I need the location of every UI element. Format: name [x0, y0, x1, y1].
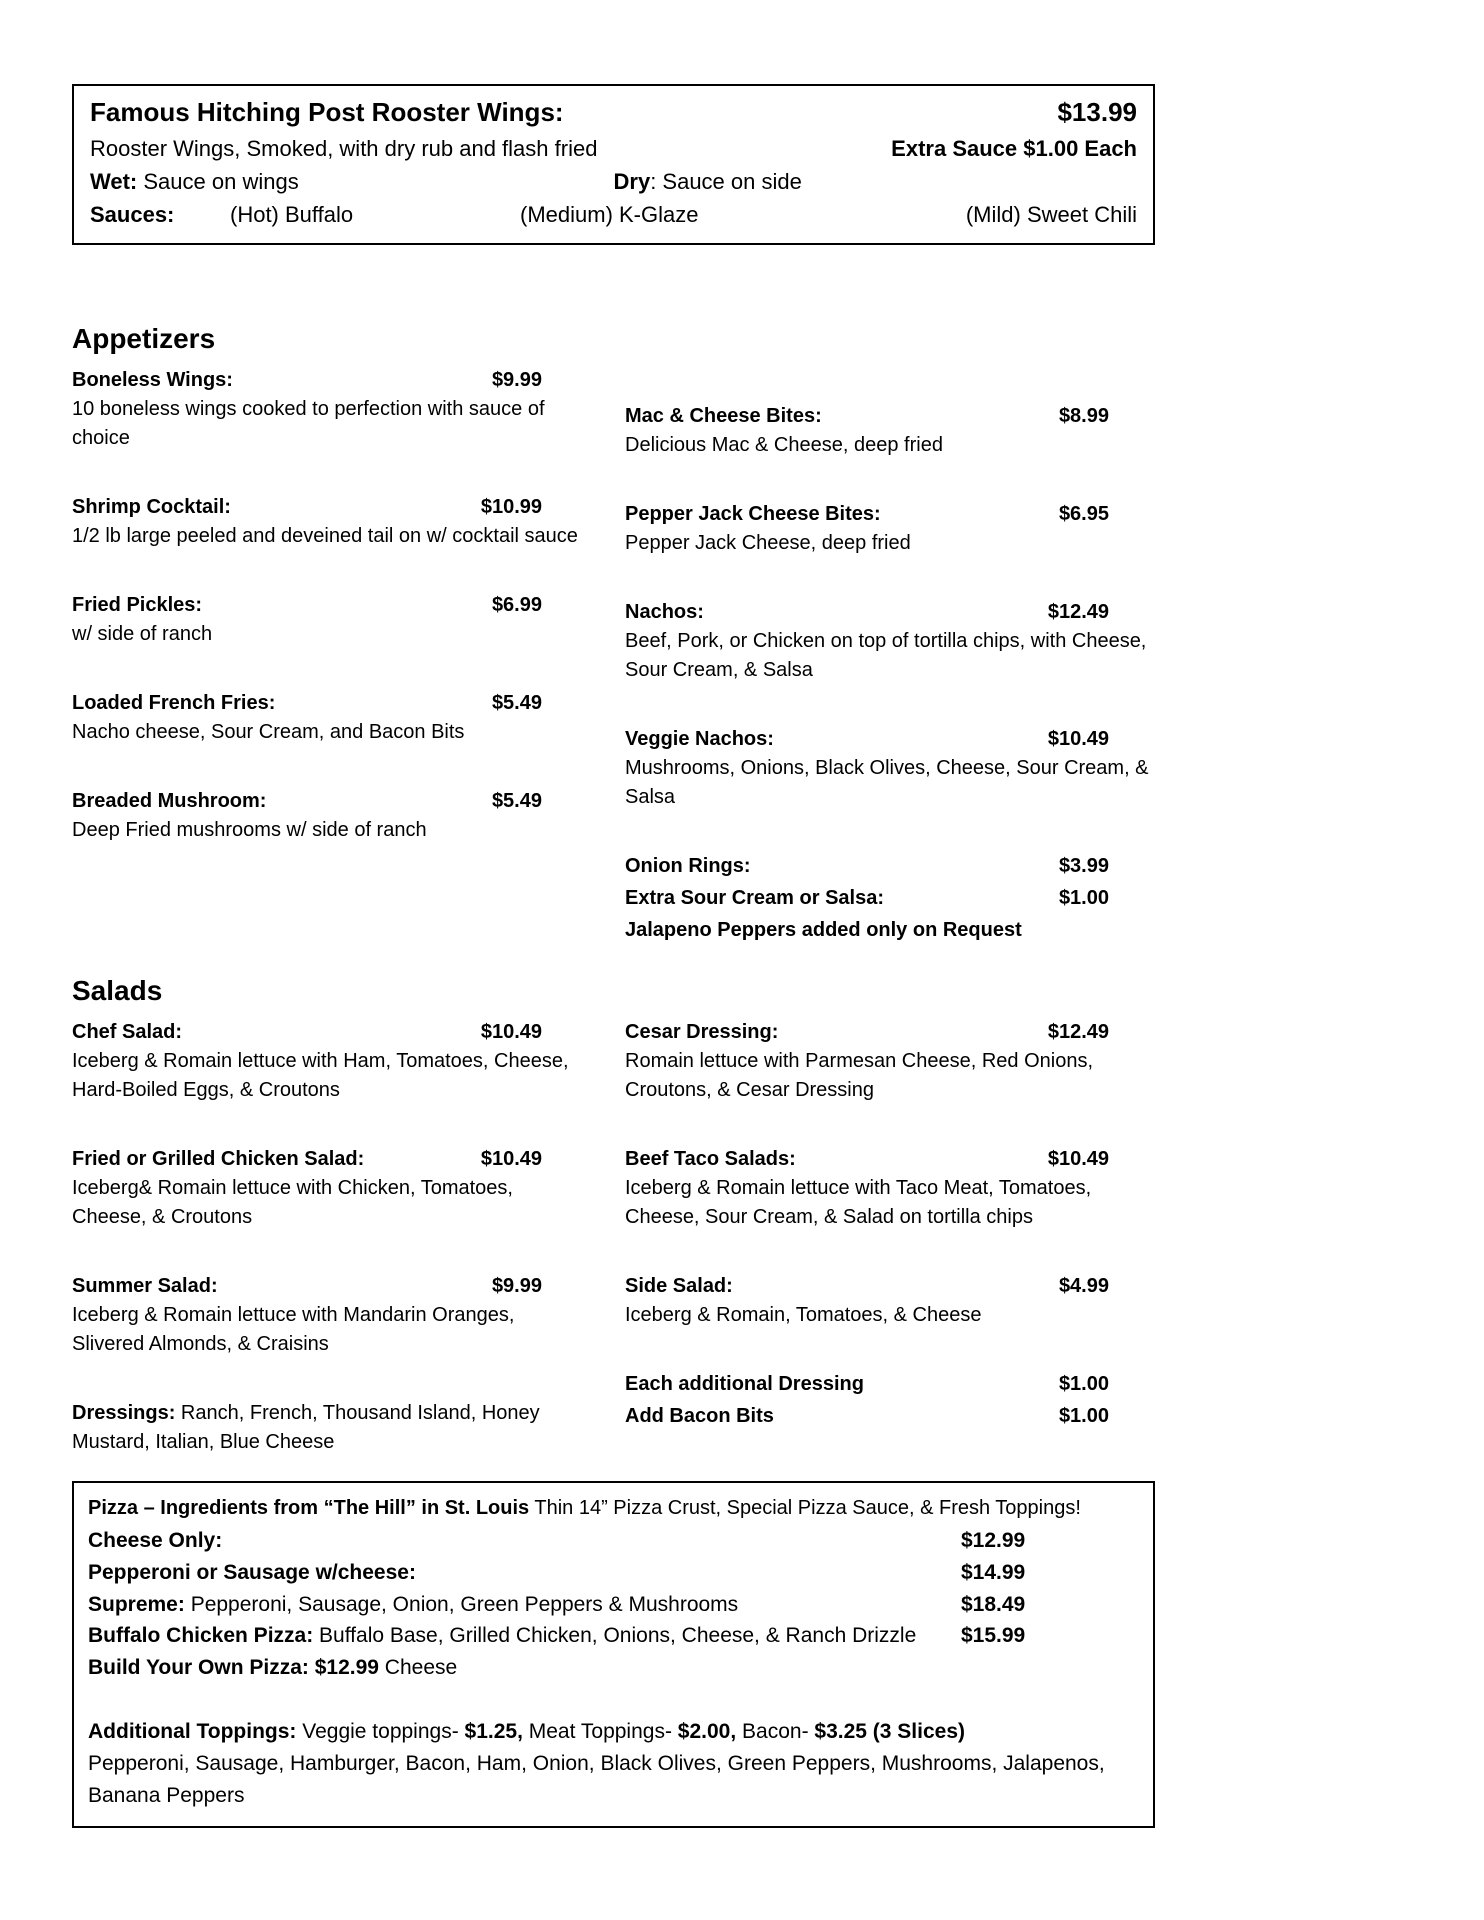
- pizza-item-name: Cheese Only:: [88, 1528, 223, 1552]
- menu-item-add-bacon-bits: [625, 1402, 1155, 1431]
- dressings-text: Ranch, French, Thousand Island, Honey Mustard, Italian, Blue Cheese: [72, 1401, 540, 1453]
- item-description: Mushrooms, Onions, Black Olives, Cheese, Sour Cream, & Salsa: [625, 756, 1149, 808]
- pizza-additional-toppings-line: [88, 1716, 1139, 1748]
- sauce-mild: (Mild) Sweet Chili: [965, 201, 1137, 227]
- item-price: $12.49: [1047, 1020, 1109, 1043]
- pizza-item-price: $12.99: [961, 1528, 1026, 1552]
- wet-dry-row: [90, 165, 1137, 198]
- item-price: $5.49: [491, 789, 542, 812]
- menu-item-mac-cheese-bites: [625, 402, 1155, 460]
- menu-item-breaded-mushroom: [72, 787, 588, 845]
- pizza-item-cheese-only: [88, 1525, 1139, 1557]
- item-price: $9.99: [491, 368, 542, 391]
- item-name: Shrimp Cocktail:: [72, 495, 231, 518]
- item-name: Breaded Mushroom:: [72, 789, 267, 812]
- appetizers-heading: Appetizers: [72, 322, 216, 354]
- item-description: 10 boneless wings cooked to perfection with sauce of choice: [72, 397, 545, 449]
- pizza-item-price: $18.49: [961, 1592, 1026, 1616]
- menu-item-boneless-wings: [72, 366, 588, 453]
- item-description: Iceberg & Romain, Tomatoes, & Cheese: [625, 1303, 982, 1326]
- menu-item-pepper-jack-cheese-bites: [625, 500, 1155, 558]
- item-price: $10.49: [1047, 1147, 1109, 1170]
- item-price: $10.99: [480, 495, 542, 518]
- extra-sauce-note: Extra Sauce $1.00 Each: [891, 135, 1137, 161]
- item-description: Romain lettuce with Parmesan Cheese, Red Onions, Croutons, & Cesar Dressing: [625, 1049, 1094, 1101]
- item-price: $8.99: [1058, 404, 1109, 427]
- pizza-box: [72, 1481, 1155, 1828]
- toppings-price-veggie: $1.25,: [464, 1720, 523, 1744]
- toppings-seg-veggie: Veggie toppings-: [296, 1720, 465, 1744]
- item-description: Iceberg & Romain lettuce with Mandarin Oranges, Slivered Almonds, & Craisins: [72, 1303, 515, 1355]
- item-price: $6.95: [1058, 502, 1109, 525]
- wings-description-row: [90, 132, 1137, 165]
- dressings-label: Dressings:: [72, 1401, 176, 1424]
- appetizers-section: [72, 366, 1155, 945]
- item-name: Beef Taco Salads:: [625, 1147, 796, 1170]
- item-description: w/ side of ranch: [72, 622, 213, 645]
- item-description: 1/2 lb large peeled and deveined tail on w/ cocktail sauce: [72, 524, 578, 547]
- pizza-item-name: Supreme:: [88, 1592, 185, 1616]
- pizza-title: [88, 1491, 1139, 1525]
- pizza-item-supreme: [88, 1589, 1139, 1621]
- pizza-item-price: $15.99: [961, 1624, 1026, 1648]
- item-name: Summer Salad:: [72, 1274, 218, 1297]
- menu-note-jalapeno-peppers: [625, 916, 1155, 945]
- toppings-seg-meat: Meat Toppings-: [522, 1720, 678, 1744]
- menu-item-extra-sour-cream-salsa: [625, 884, 1155, 913]
- pizza-item-description: Buffalo Base, Grilled Chicken, Onions, Cheese, & Ranch Drizzle: [313, 1624, 917, 1648]
- item-name: Veggie Nachos:: [625, 727, 774, 750]
- pizza-item-name: Pepperoni or Sausage w/cheese:: [88, 1560, 416, 1584]
- item-description: Iceberg& Romain lettuce with Chicken, Tomatoes, Cheese, & Croutons: [72, 1176, 513, 1228]
- item-description: Iceberg & Romain lettuce with Ham, Tomatoes, Cheese, Hard-Boiled Eggs, & Croutons: [72, 1049, 569, 1101]
- appetizers-right-column: [625, 366, 1155, 945]
- item-price: $10.49: [480, 1020, 542, 1043]
- menu-item-chicken-salad: [72, 1145, 588, 1232]
- item-price: $9.99: [491, 1274, 542, 1297]
- item-name: Onion Rings:: [625, 854, 751, 877]
- pizza-item-buffalo-chicken: [88, 1620, 1139, 1652]
- dry-text: : Sauce on side: [650, 168, 802, 194]
- pizza-item-pepperoni-sausage: [88, 1557, 1139, 1589]
- salads-section: [72, 1018, 1155, 1457]
- sauces-label: Sauces:: [90, 201, 175, 227]
- item-description: Pepper Jack Cheese, deep fried: [625, 531, 911, 554]
- dry-option: [614, 165, 1138, 198]
- item-name: Chef Salad:: [72, 1020, 183, 1043]
- menu-item-veggie-nachos: [625, 725, 1155, 812]
- menu-item-additional-dressing: [625, 1370, 1155, 1399]
- pizza-toppings-list: Pepperoni, Sausage, Hamburger, Bacon, Ham, Onion, Black Olives, Green Peppers, Mushrooms, Jalapenos, Banana Peppers: [88, 1752, 1105, 1808]
- pizza-item-description: Cheese: [378, 1656, 458, 1680]
- item-description: Iceberg & Romain lettuce with Taco Meat, Tomatoes, Cheese, Sour Cream, & Salad on tortilla chips: [625, 1176, 1092, 1228]
- item-name: Pepper Jack Cheese Bites:: [625, 502, 881, 525]
- item-name: Fried or Grilled Chicken Salad:: [72, 1147, 365, 1170]
- item-name: Nachos:: [625, 600, 704, 623]
- pizza-title-rest: Thin 14” Pizza Crust, Special Pizza Sauce, & Fresh Toppings!: [529, 1496, 1081, 1519]
- item-name: Jalapeno Peppers added only on Request: [625, 918, 1022, 941]
- sauce-medium: (Medium) K-Glaze: [520, 201, 699, 227]
- salads-left-column: [72, 1018, 588, 1457]
- item-price: $3.99: [1058, 854, 1109, 877]
- menu-item-shrimp-cocktail: [72, 493, 588, 551]
- item-price: $1.00: [1058, 1372, 1109, 1395]
- salads-right-column: [625, 1018, 1155, 1457]
- sauces-row: [90, 198, 1137, 231]
- pizza-item-description: Pepperoni, Sausage, Onion, Green Peppers & Mushrooms: [184, 1592, 739, 1616]
- item-description: Beef, Pork, or Chicken on top of tortilla chips, with Cheese, Sour Cream, & Salsa: [625, 629, 1147, 681]
- item-price: $5.49: [491, 691, 542, 714]
- menu-item-loaded-french-fries: [72, 689, 588, 747]
- featured-wings-box: [72, 84, 1155, 245]
- item-name: Extra Sour Cream or Salsa:: [625, 886, 884, 909]
- item-price: $1.00: [1058, 1404, 1109, 1427]
- item-price: $10.49: [1047, 727, 1109, 750]
- wet-text: Sauce on wings: [137, 168, 299, 194]
- toppings-price-bacon: $3.25 (3 Slices): [814, 1720, 966, 1744]
- pizza-item-name: Buffalo Chicken Pizza:: [88, 1624, 314, 1648]
- wet-option: [90, 165, 614, 198]
- item-description: Nacho cheese, Sour Cream, and Bacon Bits: [72, 720, 465, 743]
- menu-item-side-salad: [625, 1272, 1155, 1330]
- item-name: Each additional Dressing: [625, 1372, 864, 1395]
- item-name: Side Salad:: [625, 1274, 733, 1297]
- item-name: Fried Pickles:: [72, 593, 203, 616]
- menu-item-fried-pickles: [72, 591, 588, 649]
- menu-item-cesar-dressing: [625, 1018, 1155, 1105]
- dressings-note: [72, 1399, 588, 1457]
- additional-toppings-label: Additional Toppings:: [88, 1720, 297, 1744]
- wings-description: Rooster Wings, Smoked, with dry rub and flash fried: [90, 135, 598, 161]
- toppings-price-meat: $2.00,: [677, 1720, 737, 1744]
- appetizers-left-column: [72, 366, 588, 945]
- item-name: Cesar Dressing:: [625, 1020, 779, 1043]
- dry-label: Dry: [613, 168, 651, 194]
- pizza-title-bold: Pizza – Ingredients from “The Hill” in St. Louis: [88, 1496, 530, 1519]
- pizza-item-name: Build Your Own Pizza: $12.99: [88, 1656, 379, 1680]
- wings-price: $13.99: [1057, 97, 1137, 127]
- menu-item-chef-salad: [72, 1018, 588, 1105]
- item-name: Boneless Wings:: [72, 368, 233, 391]
- item-price: $1.00: [1058, 886, 1109, 909]
- menu-page: [72, 84, 1155, 1828]
- pizza-item-price: $14.99: [961, 1560, 1026, 1584]
- menu-item-summer-salad: [72, 1272, 588, 1359]
- item-price: $6.99: [491, 593, 542, 616]
- menu-item-beef-taco-salads: [625, 1145, 1155, 1232]
- item-description: Delicious Mac & Cheese, deep fried: [625, 433, 943, 456]
- item-price: $10.49: [480, 1147, 542, 1170]
- item-description: Deep Fried mushrooms w/ side of ranch: [72, 818, 427, 841]
- item-name: Add Bacon Bits: [625, 1404, 774, 1427]
- item-name: Mac & Cheese Bites:: [625, 404, 822, 427]
- wet-label: Wet:: [90, 168, 138, 194]
- item-price: $4.99: [1058, 1274, 1109, 1297]
- wings-title-row: [90, 94, 1137, 132]
- menu-item-onion-rings: [625, 852, 1155, 881]
- pizza-item-price: [961, 1652, 1139, 1684]
- toppings-seg-bacon: Bacon-: [736, 1720, 815, 1744]
- sauce-hot: (Hot) Buffalo: [230, 201, 354, 227]
- salads-heading: Salads: [72, 974, 163, 1006]
- item-price: $12.49: [1047, 600, 1109, 623]
- wings-title: Famous Hitching Post Rooster Wings:: [90, 97, 564, 127]
- menu-item-nachos: [625, 598, 1155, 685]
- item-name: Loaded French Fries:: [72, 691, 276, 714]
- pizza-item-build-your-own: [88, 1652, 1139, 1684]
- pizza-spacer: [88, 1684, 1139, 1716]
